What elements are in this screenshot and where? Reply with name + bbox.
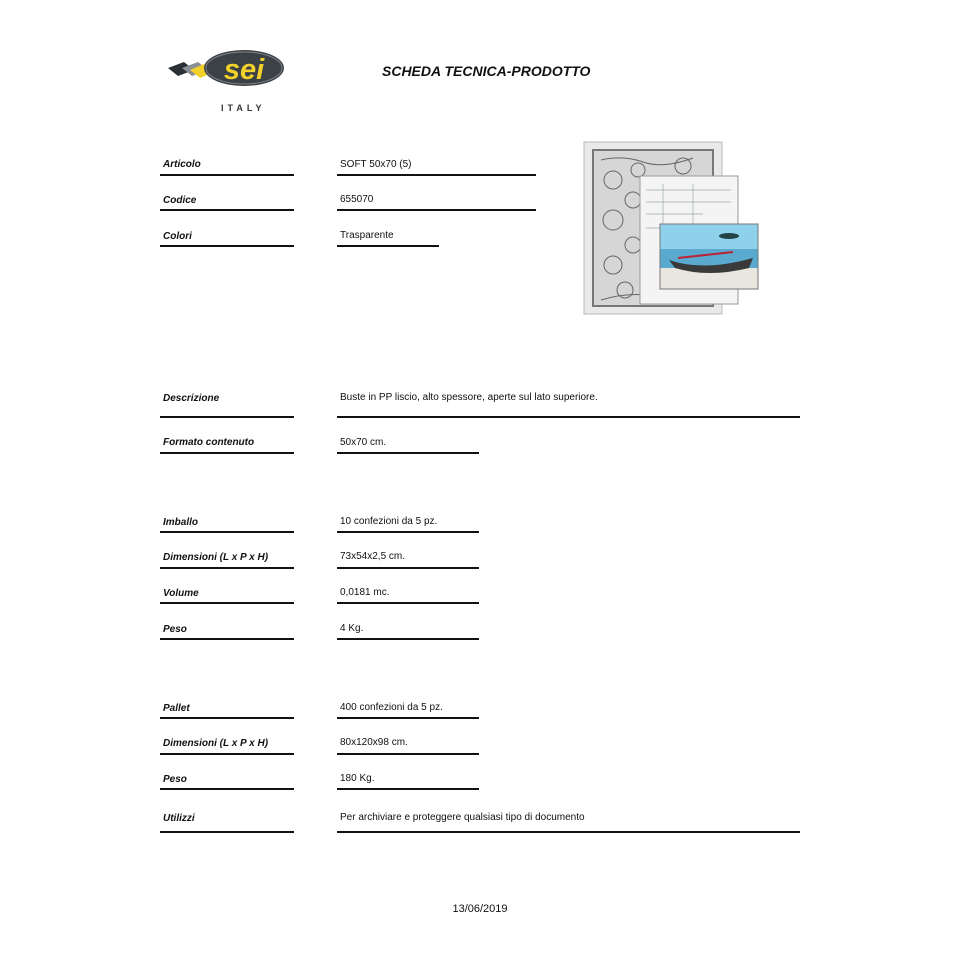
divider (160, 416, 294, 418)
articolo-value: SOFT 50x70 (5) (340, 159, 412, 170)
divider (160, 174, 294, 176)
imballo-peso-label: Peso (163, 624, 187, 635)
pallet-peso-label: Peso (163, 774, 187, 785)
colori-value: Trasparente (340, 230, 394, 241)
volume-label: Volume (163, 588, 199, 599)
divider (160, 638, 294, 640)
svg-text:sei: sei (223, 54, 265, 86)
articolo-label: Articolo (163, 159, 201, 170)
divider (160, 788, 294, 790)
divider (160, 209, 294, 211)
formato-value: 50x70 cm. (340, 437, 387, 448)
divider (337, 209, 536, 211)
divider (337, 717, 479, 719)
divider (337, 245, 439, 247)
divider (337, 638, 479, 640)
descrizione-label: Descrizione (163, 393, 220, 404)
codice-label: Codice (163, 195, 197, 206)
divider (337, 567, 479, 569)
volume-value: 0,0181 mc. (340, 587, 390, 598)
divider (160, 831, 294, 833)
pallet-value: 400 confezioni da 5 pz. (340, 702, 443, 713)
divider (160, 753, 294, 755)
document-title: SCHEDA TECNICA-PRODOTTO (382, 63, 591, 79)
divider (337, 452, 479, 454)
divider (337, 416, 800, 418)
logo-subtext: ITALY (221, 103, 266, 113)
utilizzi-label: Utilizzi (163, 813, 195, 824)
pallet-peso-value: 180 Kg. (340, 773, 375, 784)
pallet-dimensioni-label: Dimensioni (L x P x H) (163, 738, 269, 749)
divider (337, 174, 536, 176)
utilizzi-value: Per archiviare e proteggere qualsiasi tipo di documento (340, 812, 585, 823)
divider (160, 245, 294, 247)
pallet-dimensioni-value: 80x120x98 cm. (340, 737, 408, 748)
descrizione-value: Buste in PP liscio, alto spessore, aperte sul lato superiore. (340, 392, 598, 403)
divider (337, 831, 800, 833)
imballo-label: Imballo (163, 517, 199, 528)
divider (337, 602, 479, 604)
divider (337, 788, 479, 790)
divider (160, 567, 294, 569)
formato-label: Formato contenuto (163, 437, 255, 448)
imballo-peso-value: 4 Kg. (340, 623, 364, 634)
divider (337, 753, 479, 755)
codice-value: 655070 (340, 194, 374, 205)
colori-label: Colori (163, 231, 192, 242)
document-date: 13/06/2019 (452, 903, 508, 915)
divider (160, 531, 294, 533)
divider (160, 452, 294, 454)
product-image (583, 140, 759, 316)
divider (160, 717, 294, 719)
divider (160, 602, 294, 604)
imballo-dimensioni-label: Dimensioni (L x P x H) (163, 552, 269, 563)
imballo-value: 10 confezioni da 5 pz. (340, 516, 438, 527)
pallet-label: Pallet (163, 703, 190, 714)
divider (337, 531, 479, 533)
imballo-dimensioni-value: 73x54x2,5 cm. (340, 551, 406, 562)
